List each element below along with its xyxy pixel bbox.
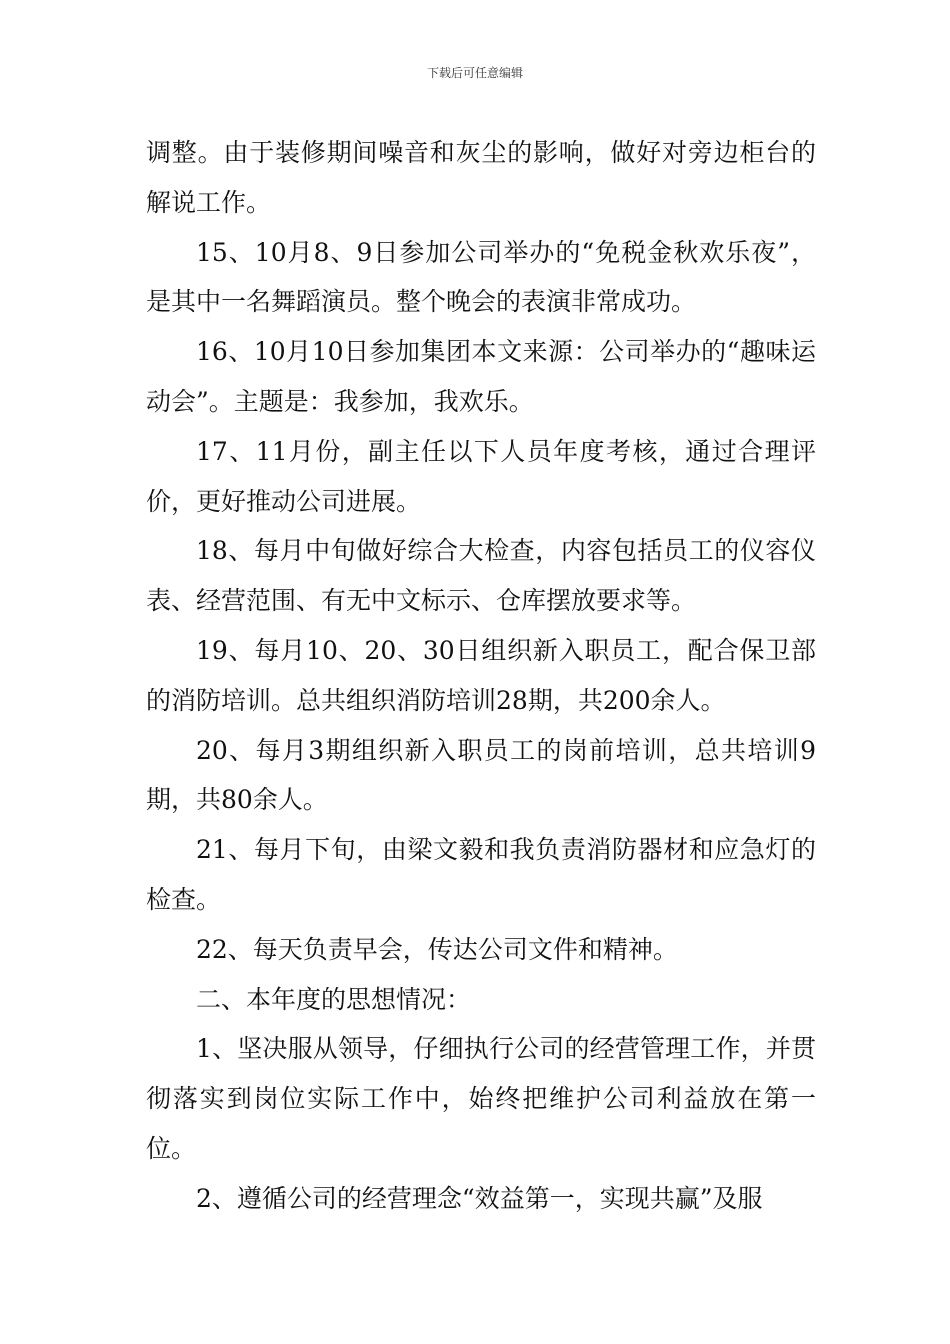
paragraph: 16、10月10日参加集团本文来源：公司举办的“趣味运动会”。主题是：我参加，我欢乐。 <box>146 337 816 416</box>
page-header: 下载后可任意编辑 <box>426 66 523 80</box>
paragraph: 22、每天负责早会，传达公司文件和精神。 <box>196 934 678 964</box>
document-body <box>146 128 816 1224</box>
paragraph: 20、每月3期组织新入职员工的岗前培训，总共培训9期，共80余人。 <box>146 735 816 815</box>
paragraph: 2、遵循公司的经营理念“效益第一，实现共赢”及服 <box>196 1183 763 1213</box>
paragraph: 18、每月中旬做好综合大检查，内容包括员工的仪容仪表、经营范围、有无中文标示、仓库摆放要求等。 <box>146 536 816 616</box>
paragraph: 1、坚决服从领导，仔细执行公司的经营管理工作，并贯彻落实到岗位实际工作中，始终把维护公司利益放在第一位。 <box>146 1034 816 1163</box>
paragraph: 21、每月下旬，由梁文毅和我负责消防器材和应急灯的检查。 <box>146 835 816 914</box>
section-heading: 二、本年度的思想情况： <box>196 984 472 1014</box>
paragraph: 19、每月10、20、30日组织新入职员工，配合保卫部的消防培训。总共组织消防培训28期，共200余人。 <box>146 635 816 715</box>
paragraph: 调整。由于装修期间噪音和灰尘的影响，做好对旁边柜台的解说工作。 <box>146 138 816 217</box>
paragraph: 15、10月8、9日参加公司举办的“免税金秋欢乐夜”，是其中一名舞蹈演员。整个晚会的表演非常成功。 <box>146 237 816 317</box>
paragraph: 17、11月份，副主任以下人员年度考核，通过合理评价，更好推动公司进展。 <box>146 436 816 516</box>
